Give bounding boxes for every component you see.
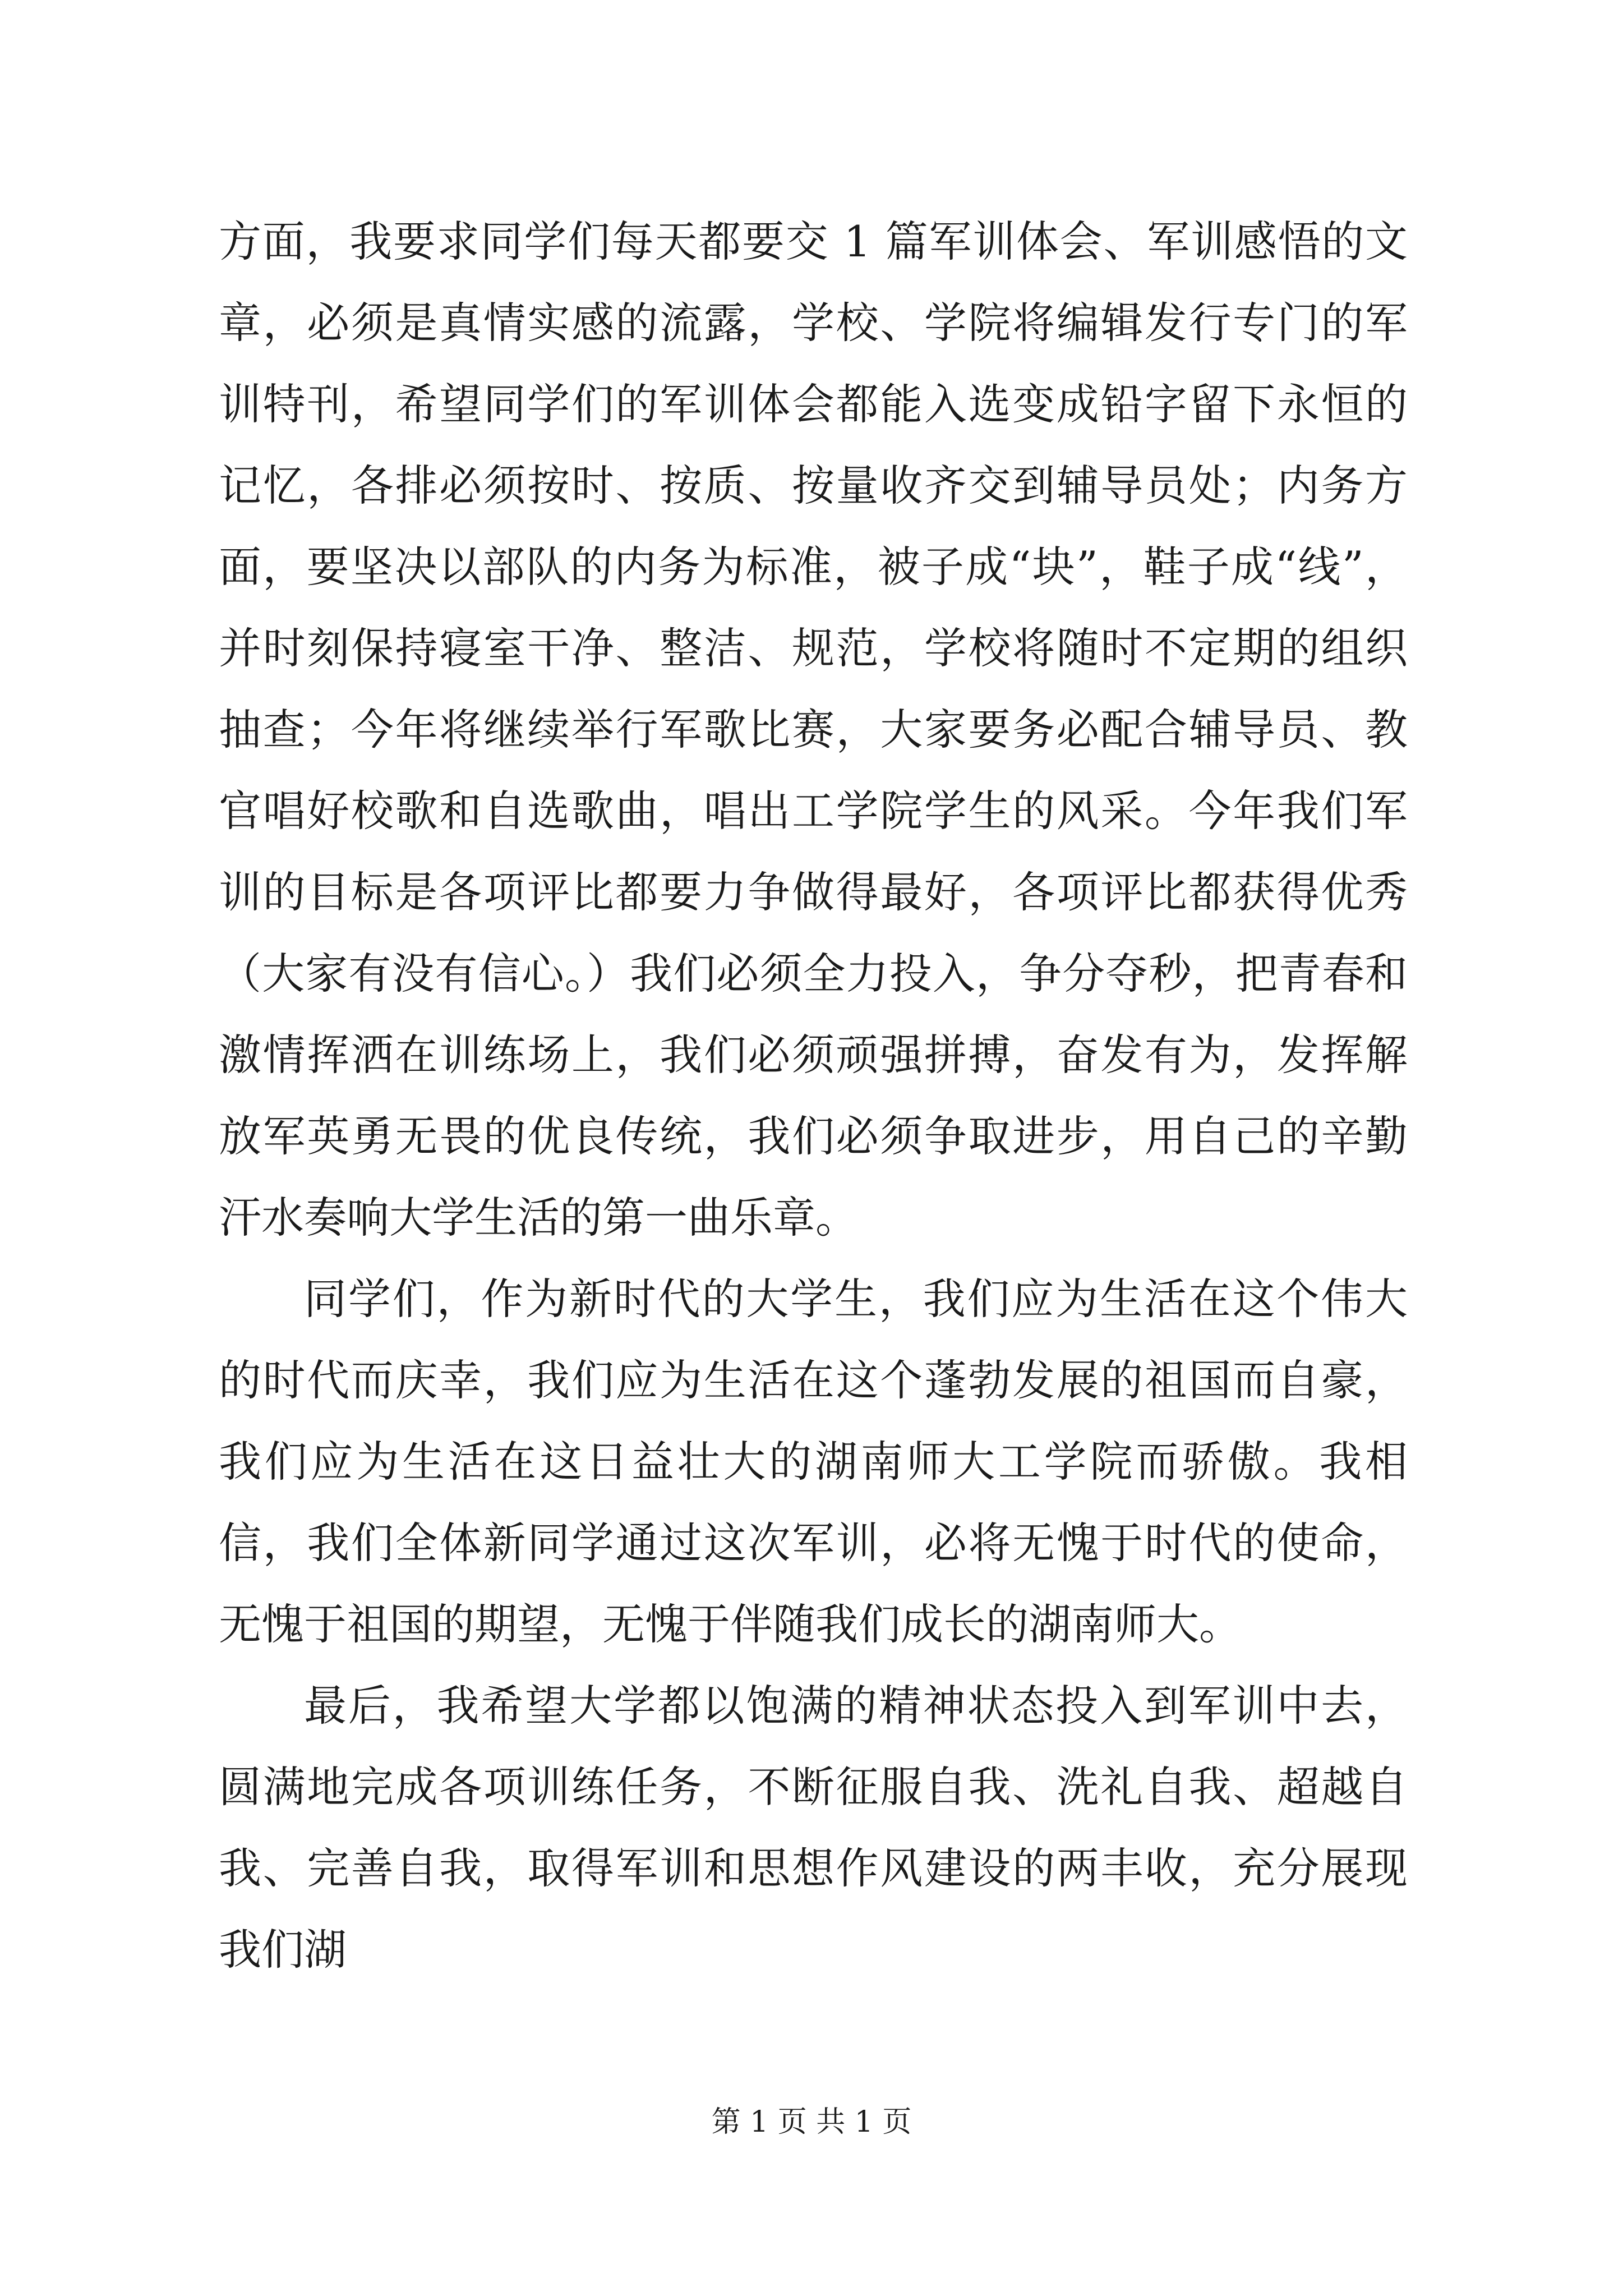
document-body xyxy=(219,201,1408,1990)
paragraph-3: 最后，我希望大学都以饱满的精神状态投入到军训中去，圆满地完成各项训练任务，不断征服自我、洗礼自我、超越自我、完善自我，取得军训和思想作风建设的两丰收，充分展现我们湖 xyxy=(219,1681,1408,1975)
paragraph-1: 方面，我要求同学们每天都要交 1 篇军训体会、军训感悟的文章，必须是真情实感的流露，学校、学院将编辑发行专门的军训特刊，希望同学们的军训体会都能入选变成铅字留下永恒的记忆，各排必须按时、按质、按量收齐交到辅导员处；内务方面，要坚决以部队的内务为标准，被子成“块”，鞋子成“线”，并时刻保持寝室干净、整洁、规范，学校将随时不定期的组织抽查；今年将继续举行军歌比赛，大家要务必配合辅导员、教官唱好校歌和自选歌曲，唱出工学院学生的风采。今年我们军训的目标是各项评比都要力争做得最好，各项评比都获得优秀（大家有没有信心。）我们必须全力投入，争分夺秒，把青春和激情挥洒在训练场上，我们必须顽强拼搏，奋发有为，发挥解放军英勇无畏的优良传统，我们必须争取进步，用自己的辛勤汗水奏响大学生活的第一曲乐章。 xyxy=(219,217,1408,1243)
page-footer: 第 1 页 共 1 页 xyxy=(711,2105,912,2139)
paragraph-2: 同学们，作为新时代的大学生，我们应为生活在这个伟大的时代而庆幸，我们应为生活在这个蓬勃发展的祖国而自豪，我们应为生活在这日益壮大的湖南师大工学院而骄傲。我相信，我们全体新同学通过这次军训，必将无愧于时代的使命，无愧于祖国的期望，无愧于伴随我们成长的湖南师大。 xyxy=(219,1274,1408,1649)
